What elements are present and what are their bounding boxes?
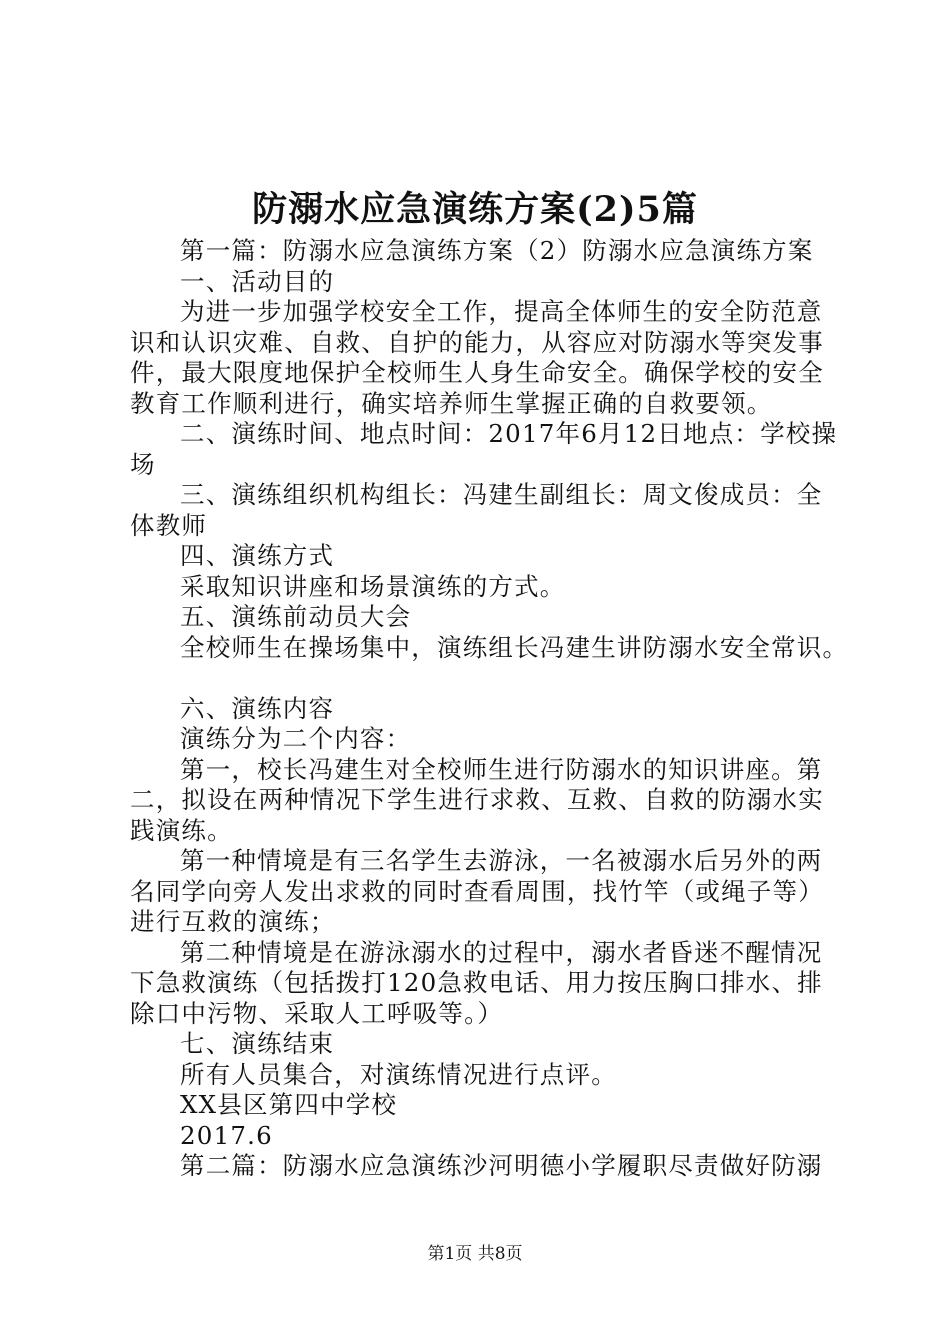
paragraph-line: 全校师生在操场集中，演练组长冯建生讲防溺水安全常识。 <box>180 632 849 662</box>
paragraph-line: 所有人员集合，对演练情况进行点评。 <box>180 1059 617 1089</box>
paragraph-line: 二、演练时间、地点时间：2017年6月12日地点：学校操 <box>180 419 838 448</box>
paragraph-line: 教育工作顺利进行，确实培养师生掌握正确的自救要领。 <box>130 388 773 418</box>
paragraph-line: 场 <box>130 449 156 479</box>
paragraph-line: 采取知识讲座和场景演练的方式。 <box>180 571 566 601</box>
paragraph-line: 第一，校长冯建生对全校师生进行防溺水的知识讲座。第 <box>180 754 823 784</box>
signature-date: 2017.6 <box>180 1120 273 1150</box>
section-heading: 六、演练内容 <box>180 693 335 723</box>
paragraph-line: 践演练。 <box>130 815 233 845</box>
paragraph-line: 体教师 <box>130 510 208 540</box>
paragraph-line: 除口中污物、采取人工呼吸等。） <box>130 998 504 1028</box>
paragraph-line: 第二种情境是在游泳溺水的过程中，溺水者昏迷不醒情况 <box>180 937 823 967</box>
section-heading: 第二篇：防溺水应急演练沙河明德小学履职尽责做好防溺 <box>180 1151 823 1180</box>
paragraph-line: 三、演练组织机构组长：冯建生副组长：周文俊成员：全 <box>180 480 823 509</box>
section-heading: 一、活动目的 <box>180 266 335 296</box>
paragraph-line: 演练分为二个内容： <box>180 724 412 753</box>
paragraph-line: 第一种情境是有三名学生去游泳，一名被溺水后另外的两 <box>180 846 823 875</box>
paragraph-line: 进行互救的演练； <box>130 907 336 936</box>
signature-school: XX县区第四中学校 <box>180 1090 398 1119</box>
paragraph-line: 名同学向旁人发出求救的同时查看周围，找竹竿（或绳子等） <box>130 876 824 906</box>
paragraph-line: 为进一步加强学校安全工作，提高全体师生的安全防范意 <box>180 297 823 326</box>
blank-line <box>130 663 835 694</box>
section-heading: 五、演练前动员大会 <box>180 602 412 631</box>
document-title: 防溺水应急演练方案(2)5篇 <box>252 189 698 230</box>
paragraph-line: 件，最大限度地保护全校师生人身生命安全。确保学校的安全 <box>130 358 824 387</box>
page-footer: 第1页 共8页 <box>427 1244 523 1264</box>
section-heading: 第一篇：防溺水应急演练方案（2）防溺水应急演练方案 <box>180 236 814 265</box>
document-body <box>130 236 849 1182</box>
paragraph-line: 下急救演练（包括拨打120急救电话、用力按压胸口排水、排 <box>130 968 823 997</box>
paragraph-line: 二，拟设在两种情况下学生进行求救、互救、自救的防溺水实 <box>130 785 824 814</box>
section-heading: 七、演练结束 <box>180 1029 335 1058</box>
paragraph-line: 识和认识灾难、自救、自护的能力，从容应对防溺水等突发事 <box>130 327 824 357</box>
section-heading: 四、演练方式 <box>180 541 335 570</box>
